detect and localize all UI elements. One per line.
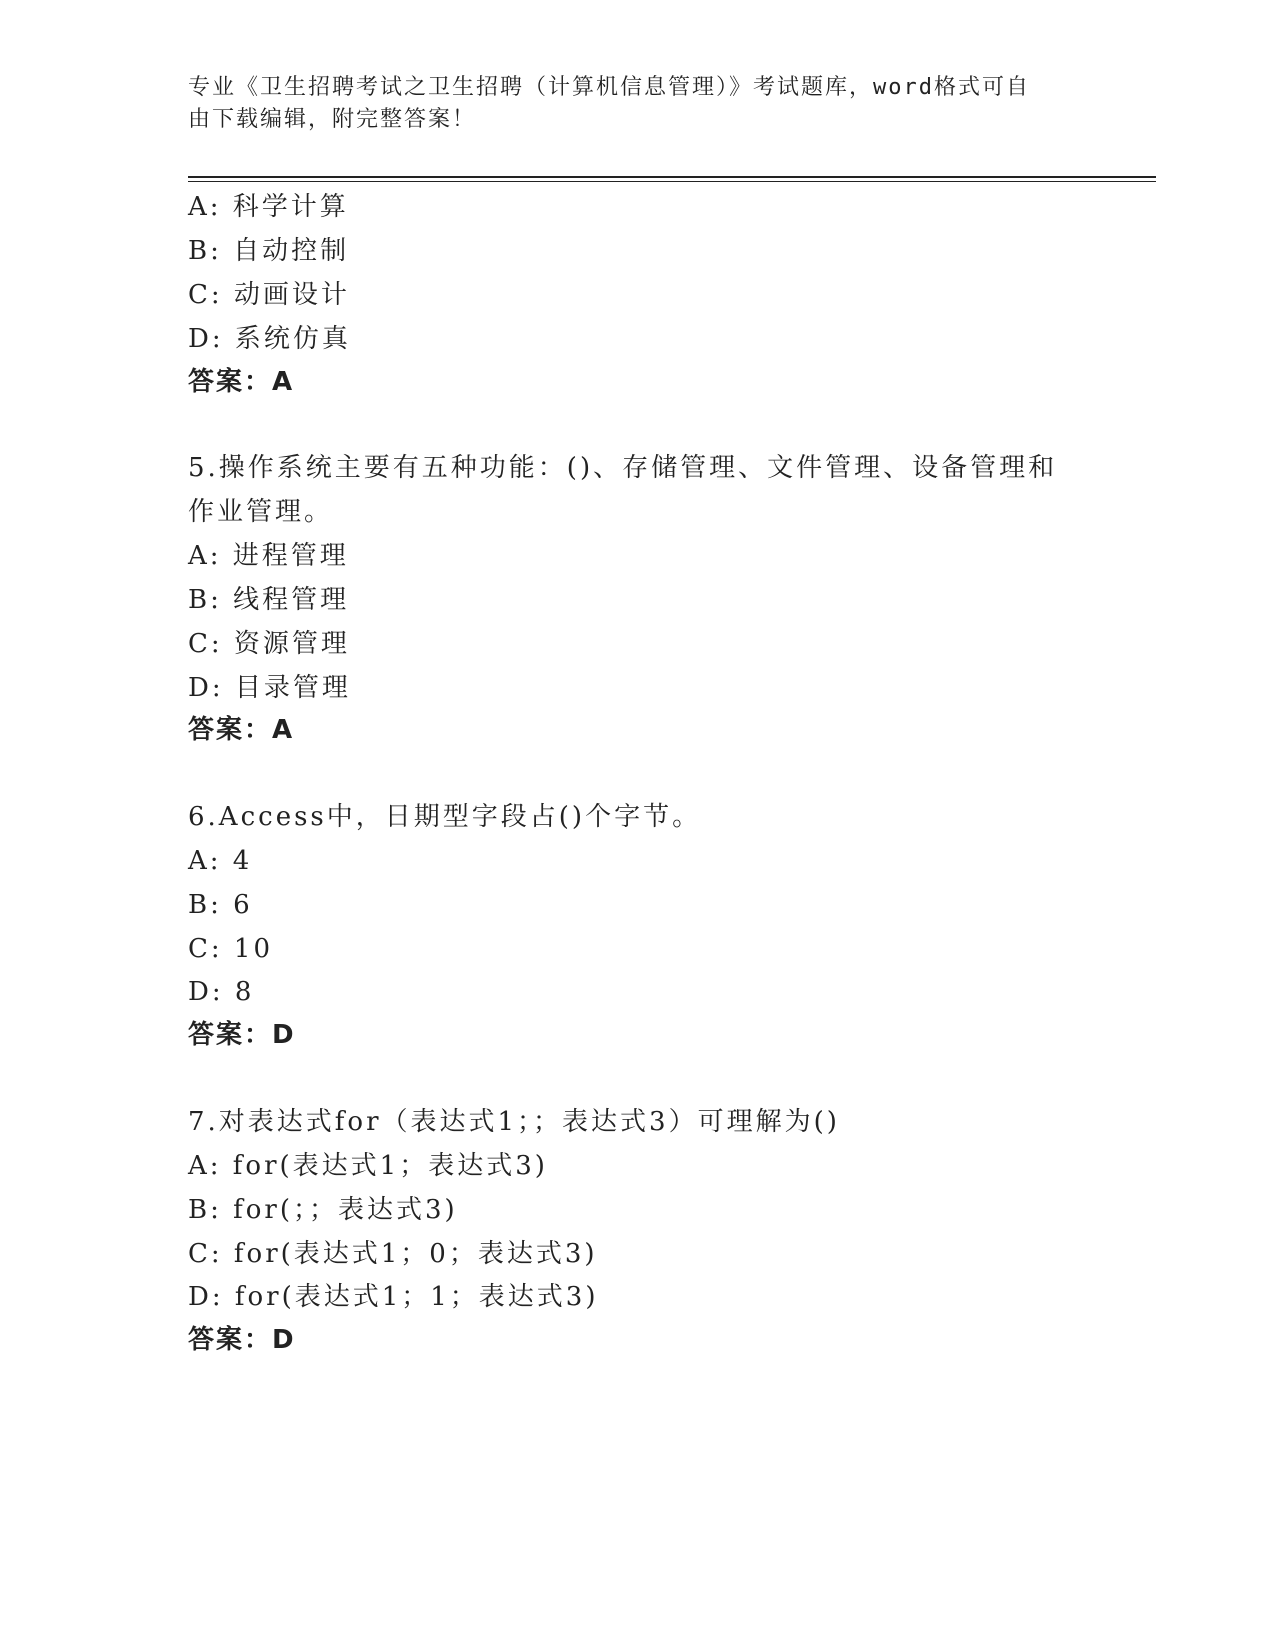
q7-answer: 答案：D xyxy=(188,1325,296,1355)
q5-option-c: C: 资源管理 xyxy=(188,629,350,659)
header-line-1: 专业《卫生招聘考试之卫生招聘（计算机信息管理）》考试题库，word格式可自 xyxy=(188,75,1030,100)
header-divider-thick xyxy=(188,176,1156,178)
q4-option-b: B: 自动控制 xyxy=(188,236,350,266)
q6-option-a: A: 4 xyxy=(188,846,253,876)
q6-answer: 答案：D xyxy=(188,1020,296,1050)
q6-option-c: C: 10 xyxy=(188,934,274,964)
q5-answer: 答案：A xyxy=(188,715,295,745)
header-line-2: 由下载编辑，附完整答案！ xyxy=(188,107,477,132)
q4-answer: 答案：A xyxy=(188,367,295,397)
q4-option-d: D: 系统仿真 xyxy=(188,324,351,354)
q5-option-a: A: 进程管理 xyxy=(188,541,349,571)
document-header xyxy=(188,72,1068,136)
q6-stem: 6.Access中，日期型字段占()个字节。 xyxy=(188,802,702,832)
q7-option-d: D: for(表达式1；1；表达式3) xyxy=(188,1282,599,1312)
q5-stem-line-1: 5.操作系统主要有五种功能：()、存储管理、文件管理、设备管理和 xyxy=(188,453,1058,483)
q7-option-a: A: for(表达式1；表达式3) xyxy=(188,1151,548,1181)
header-divider-thin xyxy=(188,181,1156,182)
q6-option-d: D: 8 xyxy=(188,977,255,1007)
q5-option-b: B: 线程管理 xyxy=(188,585,350,615)
q4-option-c: C: 动画设计 xyxy=(188,280,350,310)
q4-option-a: A: 科学计算 xyxy=(188,192,349,222)
q5-option-d: D: 目录管理 xyxy=(188,673,351,703)
q6-option-b: B: 6 xyxy=(188,890,253,920)
q7-option-b: B: for(；；表达式3) xyxy=(188,1195,458,1225)
q7-option-c: C: for(表达式1；0；表达式3) xyxy=(188,1239,598,1269)
q5-stem-line-2: 作业管理。 xyxy=(188,497,334,527)
q7-stem: 7.对表达式for（表达式1；；表达式3）可理解为() xyxy=(188,1107,840,1137)
